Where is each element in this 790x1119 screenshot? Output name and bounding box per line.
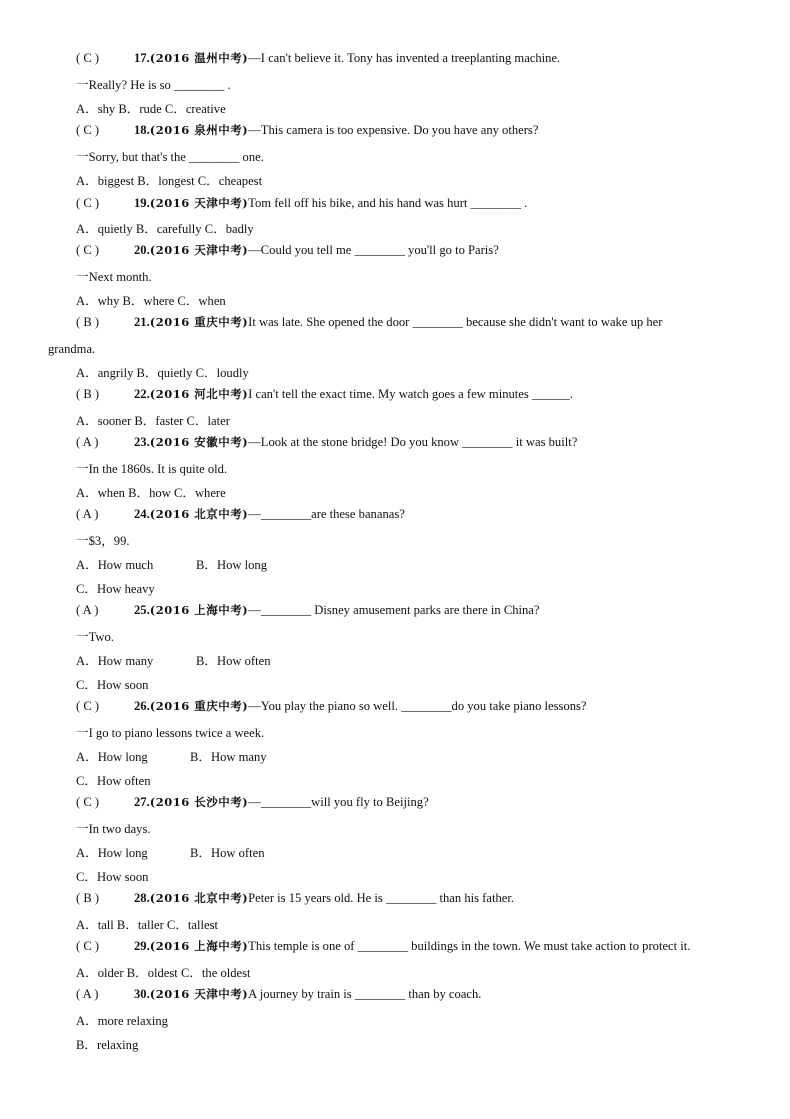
question-number: 18. [134,123,150,137]
question-text: I can't tell the exact time. My watch goes a few minutes ______. [248,387,573,401]
question-number: 17. [134,51,150,65]
option-c: C．How soon [76,678,149,692]
question-text: —I can't believe it. Tony has invented a treeplanting machine. [248,51,561,65]
question-number: 19. [134,196,150,210]
question-26 [76,695,750,717]
answer-bracket: ( C ) [76,939,100,953]
question-source: (2016 天津中考) [149,196,249,210]
question-23 [76,431,750,453]
answer-bracket: ( C ) [76,51,100,65]
reply-27: 一In two days. [76,822,151,836]
answer-bracket: ( C ) [76,795,100,809]
question-text: A journey by train is ________ than by coach. [248,987,482,1001]
question-number: 29. [134,939,150,953]
reply-23: 一In the 1860s. It is quite old. [76,462,228,476]
question-source: (2016 北京中考) [149,891,249,905]
question-source: (2016 安徽中考) [149,435,249,449]
answer-bracket: ( C ) [76,123,100,137]
question-number: 21. [134,315,150,329]
question-number: 23. [134,435,150,449]
reply-25: 一Two. [76,630,114,644]
reply-20: 一Next month. [76,270,152,284]
options-18: A．biggest B．longest C．cheapest [76,174,263,188]
reply-24: 一$3，99. [76,534,130,548]
question-18 [76,119,750,141]
options-23: A．when B．how C．where [76,486,226,500]
options-26 [76,746,750,768]
options-24 [76,554,750,576]
question-text: It was late. She opened the door ________ because she didn't want to wake up her [248,315,663,329]
question-text: —This camera is too expensive. Do you have any others? [248,123,539,137]
options-22: A．sooner B．faster C．later [76,414,230,428]
question-25 [76,599,750,621]
option-c: C．How heavy [76,582,155,596]
option-b: B．How long [196,558,268,572]
question-24 [76,503,750,525]
answer-bracket: ( A ) [76,987,99,1001]
question-text: This temple is one of ________ buildings in the town. We must take action to protect it. [248,939,691,953]
question-source: (2016 天津中考) [149,243,249,257]
question-28 [76,887,750,909]
question-text: —________ Disney amusement parks are there in China? [248,603,540,617]
answer-bracket: ( A ) [76,435,99,449]
question-number: 22. [134,387,150,401]
question-29 [76,935,750,957]
reply-26: 一I go to piano lessons twice a week. [76,726,265,740]
question-27 [76,791,750,813]
question-source: (2016 天津中考) [149,987,249,1001]
option-c: C．How soon [76,870,149,884]
answer-bracket: ( B ) [76,891,100,905]
question-number: 26. [134,699,150,713]
options-21: A．angrily B．quietly C．loudly [76,366,249,380]
question-source: (2016 长沙中考) [149,795,249,809]
options-19: A．quietly B．carefully C．badly [76,222,254,236]
answer-bracket: ( A ) [76,507,99,521]
option-a: A．How much [76,558,154,572]
question-source: (2016 上海中考) [149,939,249,953]
question-text: Tom fell off his bike, and his hand was hurt ________ . [248,196,528,210]
question-source: (2016 上海中考) [149,603,249,617]
question-source: (2016 重庆中考) [149,699,249,713]
option-a: A．How long [76,750,148,764]
option-b: B．relaxing [76,1038,139,1052]
option-a: A．more relaxing [76,1014,168,1028]
option-b: B．How many [190,750,267,764]
option-a: A．How many [76,654,154,668]
option-b: B．How often [190,846,265,860]
option-a: A．How long [76,846,148,860]
answer-bracket: ( B ) [76,387,100,401]
reply-17: 一Really? He is so ________ . [76,78,231,92]
question-30 [76,983,750,1005]
question-source: (2016 泉州中考) [149,123,249,137]
question-21 [76,311,750,333]
question-text: —Could you tell me ________ you'll go to Paris? [248,243,499,257]
question-text: —________will you fly to Beijing? [248,795,429,809]
answer-bracket: ( C ) [76,243,100,257]
question-source: (2016 重庆中考) [149,315,249,329]
question-17 [76,47,750,69]
options-25 [76,650,750,672]
options-20: A．why B．where C．when [76,294,226,308]
question-number: 24. [134,507,150,521]
options-17: A．shy B．rude C．creative [76,102,226,116]
question-text: —You play the piano so well. ________do you take piano lessons? [248,699,587,713]
option-c: C．How often [76,774,151,788]
answer-bracket: ( B ) [76,315,100,329]
answer-bracket: ( A ) [76,603,99,617]
question-text: —Look at the stone bridge! Do you know ________ it was built? [248,435,578,449]
question-source: (2016 河北中考) [149,387,249,401]
question-21-continued: grandma. [48,342,96,356]
reply-18: 一Sorry, but that's the ________ one. [76,150,264,164]
options-29: A．older B．oldest C．the oldest [76,966,251,980]
question-number: 30. [134,987,150,1001]
question-text: Peter is 15 years old. He is ________ than his father. [248,891,514,905]
question-number: 25. [134,603,150,617]
question-source: (2016 北京中考) [149,507,249,521]
answer-bracket: ( C ) [76,699,100,713]
options-28: A．tall B．taller C．tallest [76,918,219,932]
question-number: 20. [134,243,150,257]
options-27 [76,842,750,864]
option-b: B．How often [196,654,271,668]
question-22 [76,383,750,405]
question-number: 28. [134,891,150,905]
question-number: 27. [134,795,150,809]
question-19 [76,192,750,214]
answer-bracket: ( C ) [76,196,100,210]
question-20 [76,239,750,261]
question-text: —________are these bananas? [248,507,405,521]
question-source: (2016 温州中考) [149,51,249,65]
